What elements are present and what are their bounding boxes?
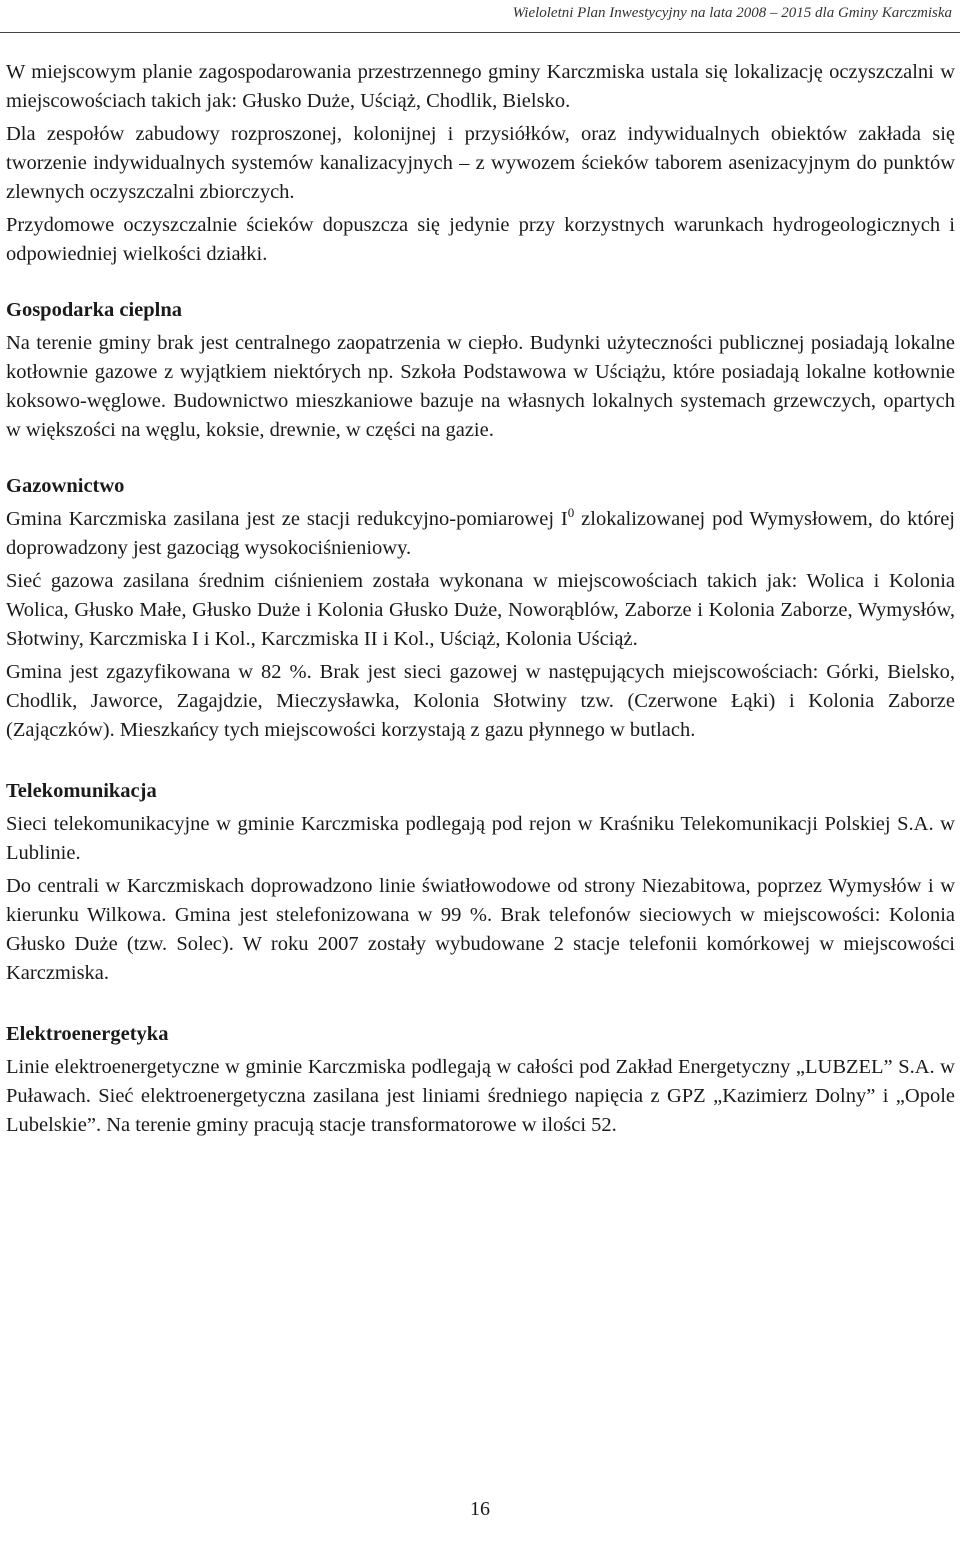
gas-paragraph-1-text-cont: zlokalizowanej pod Wymysłowem, do której doprowadzony jest gazociąg wysokociśnieniowy. [6,508,955,559]
heat-section-title: Gospodarka cieplna [6,299,182,321]
telecom-paragraph-1: Sieci telekomunikacyjne w gminie Karczmiska podlegają pod rejon w Kraśniku Telekomunikacji Polskiej S.A. w Lublinie. [6,813,955,864]
page-number: 16 [470,1498,490,1520]
section-spacer [6,269,955,296]
heat-paragraph-1: Na terenie gminy brak jest centralnego zaopatrzenia w ciepło. Budynki użyteczności publicznej posiadają lokalne kotłownie gazowe z wyjątkiem niektórych np. Szkoła Podstawowa w Uściążu, które posiadają lokalne kotłownie koksowo-węglowe. Budownictwo mieszkaniowe bazuje na własnych lokalnych systemach grzewczych, opartych w większości na węglu, koksie, drewnie, w części na gazie. [6,332,955,441]
gas-section-title: Gazownictwo [6,475,125,497]
gas-paragraph-1 [6,505,955,563]
gas-paragraph-3: Gmina jest zgazyfikowana w 82 %. Brak jest sieci gazowej w następujących miejscowościach: Górki, Bielsko, Chodlik, Jaworce, Zagajdzie, Mieczysławka, Kolonia Słotwiny tzw. (Czerwone Łąki) i Kolonia Zaborze (Zajączków). Mieszkańcy tych miejscowości korzystają z gazu płynnego w butlach. [6,661,955,741]
header-divider [0,32,960,33]
intro-paragraph-1: W miejscowym planie zagospodarowania przestrzennego gminy Karczmiska ustala się lokalizację oczyszczalni w miejscowościach takich jak: Głusko Duże, Uściąż, Chodlik, Bielsko. [6,61,955,112]
gas-paragraph-2: Sieć gazowa zasilana średnim ciśnieniem została wykonana w miejscowościach takich jak: Wolica i Kolonia Wolica, Głusko Małe, Głusko Duże i Kolonia Głusko Duże, Noworąblów, Zaborze i Kolonia Zaborze, Wymysłów, Słotwiny, Karczmiska I i Kol., Karczmiska II i Kol., Uściąż, Kolonia Uściąż. [6,570,955,650]
section-spacer [6,745,955,777]
running-header-title: Wieloletni Plan Inwestycyjny na lata 2008 – 2015 dla Gminy Karczmiska [512,5,952,21]
power-section-title: Elektroenergetyka [6,1023,169,1045]
intro-paragraph-3: Przydomowe oczyszczalnie ścieków dopuszcza się jedynie przy korzystnych warunkach hydrogeologicznych i odpowiedniej wielkości działki. [6,214,955,265]
section-spacer [6,445,955,472]
telecom-section-title: Telekomunikacja [6,780,157,802]
intro-paragraph-2: Dla zespołów zabudowy rozproszonej, kolonijnej i przysiółków, oraz indywidualnych obiektów zakłada się tworzenie indywidualnych systemów kanalizacyjnych – z wywozem ścieków taborem asenizacyjnym do punktów zlewnych oczyszczalni zbiorczych. [6,123,955,203]
document-body [6,58,955,1140]
section-spacer [6,988,955,1020]
gas-paragraph-1-text: Gmina Karczmiska zasilana jest ze stacji redukcyjno-pomiarowej I [6,508,568,530]
power-paragraph-1: Linie elektroenergetyczne w gminie Karczmiska podlegają w całości pod Zakład Energetyczny „LUBZEL” S.A. w Puławach. Sieć elektroenergetyczna zasilana jest liniami średniego napięcia z GPZ „Kazimierz Dolny” i „Opole Lubelskie”. Na terenie gminy pracują stacje transformatorowe w ilości 52. [6,1056,955,1136]
station-degree-superscript: 0 [567,505,575,520]
telecom-paragraph-2: Do centrali w Karczmiskach doprowadzono linie światłowodowe od strony Niezabitowa, poprzez Wymysłów i w kierunku Wilkowa. Gmina jest stelefonizowana w 99 %. Brak telefonów sieciowych w miejscowości: Kolonia Głusko Duże (tzw. Solec). W roku 2007 zostały wybudowane 2 stacje telefonii komórkowej w miejscowości Karczmiska. [6,875,955,984]
